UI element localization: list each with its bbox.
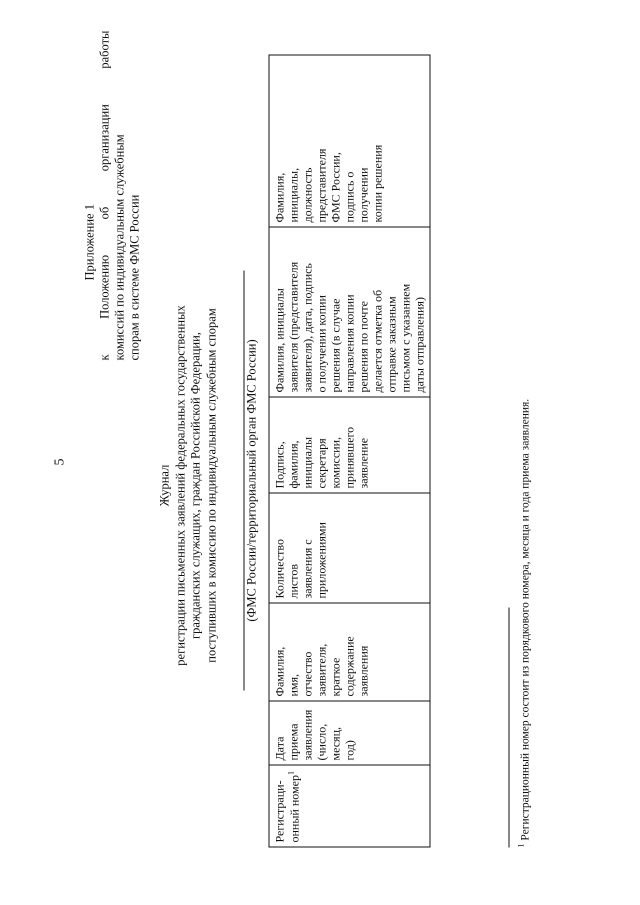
header-text-line: решения (в случае [328, 298, 343, 392]
header-text-line: отправке заказным [384, 295, 399, 392]
header-text-line: инициалы [300, 436, 315, 488]
header-text-line: заявителя (представителя [286, 261, 301, 392]
column-header-fms-representative [269, 55, 430, 227]
footnote-mark: 1 [286, 770, 296, 775]
header-text-line: направления копии [342, 293, 357, 392]
header-text-line: заявление [356, 437, 371, 488]
footnote-text: Регистрационный номер состоит из порядкового номера, месяца и года приема заявления. [518, 398, 531, 841]
header-text-line: принявшего [342, 426, 357, 488]
column-header-applicant [269, 603, 430, 701]
header-text-line: инициалы, [286, 167, 301, 222]
journal-title: Журнал [157, 464, 171, 506]
header-text-line: должность [300, 167, 315, 222]
header-text-line: секретаря [314, 437, 329, 488]
header-text-line: представителя [314, 148, 329, 222]
journal-heading [157, 270, 220, 700]
header-text-line: даты отправления) [412, 296, 427, 392]
header-text-line: приема [286, 722, 301, 760]
header-text-line: получении [356, 167, 371, 222]
header-text-line: заявителя), дата, подпись [300, 262, 315, 392]
table-header-row [269, 55, 430, 847]
header-text-line: письмом с указанием [398, 283, 413, 392]
header-text-line: комиссии, [328, 436, 343, 488]
authority-label: (ФМС России/территориальный орган ФМС России) [244, 338, 258, 622]
appendix-prefix: к [97, 353, 111, 360]
header-text-line: делается отметка об [370, 289, 385, 392]
header-text-line: заявителя, [314, 643, 329, 696]
column-header-date [269, 701, 430, 765]
appendix-title: Приложение 1 [82, 203, 96, 280]
header-text-line: копии решения [370, 144, 385, 222]
header-text-line: отчество [300, 651, 315, 696]
column-header-sheet-count [269, 493, 430, 603]
column-header-secretary-signature [269, 397, 430, 493]
footnote-separator [508, 607, 509, 847]
column-header-registration-number: Регистраци- онный номер$^1$ [269, 765, 430, 847]
header-text-line: Фамилия, [272, 172, 286, 222]
appendix-line-3: спорам в системе ФМС России [127, 194, 141, 360]
footnote [516, 147, 531, 847]
header-text-line: приложениями [314, 521, 329, 598]
header-text-line: краткое [328, 657, 343, 696]
header-text-line: Дата [272, 736, 286, 760]
header-text-line: заявления [356, 645, 371, 696]
header-text-line: заявления [300, 709, 315, 760]
appendix-word: об [97, 206, 111, 219]
header-text-line: (число, [314, 723, 329, 760]
appendix-word: Положению [97, 254, 111, 319]
appendix-line-2: комиссий по индивидуальным служебным [112, 133, 126, 360]
authority-field [237, 270, 259, 690]
header-text-line: решения по почте [356, 300, 371, 392]
column-header-applicant-receipt [269, 227, 430, 397]
header-text-line: заявления с [300, 538, 315, 598]
header-text-line: содержание [342, 635, 357, 696]
footnote-mark: 1 [516, 843, 525, 847]
header-text-line: Регистраци- [272, 779, 286, 842]
header-text-line: о получении копии [314, 294, 329, 392]
journal-subtitle-line: гражданских служащих, граждан Российской Федерации, [188, 331, 203, 639]
appendix-header [82, 30, 142, 360]
header-text-line: месяц, [328, 726, 343, 760]
header-text-line: подпись о [342, 171, 357, 222]
header-text-line: Количество [272, 538, 286, 598]
header-text-line: фамилия, [286, 439, 301, 488]
page-number: 5 [52, 458, 67, 465]
appendix-line-1 [97, 30, 112, 360]
header-text-line: Подпись, [272, 440, 286, 488]
header-text-line: ФМС России, [328, 151, 343, 222]
header-text-line: листов [286, 563, 301, 598]
header-text-line: Фамилия, [272, 646, 286, 696]
header-text-line: имя, [286, 673, 301, 696]
appendix-word: работы [97, 30, 111, 69]
header-text-line: год) [342, 739, 357, 760]
header-text-line: Фамилия, инициалы [272, 287, 286, 392]
appendix-word: организации [97, 103, 111, 171]
journal-subtitle-line: регистрации письменных заявлений федеральных государственных [172, 304, 187, 666]
journal-table [268, 54, 430, 847]
journal-subtitle-line: поступивших в комиссию по индивидуальным служебным спорам [203, 307, 218, 663]
